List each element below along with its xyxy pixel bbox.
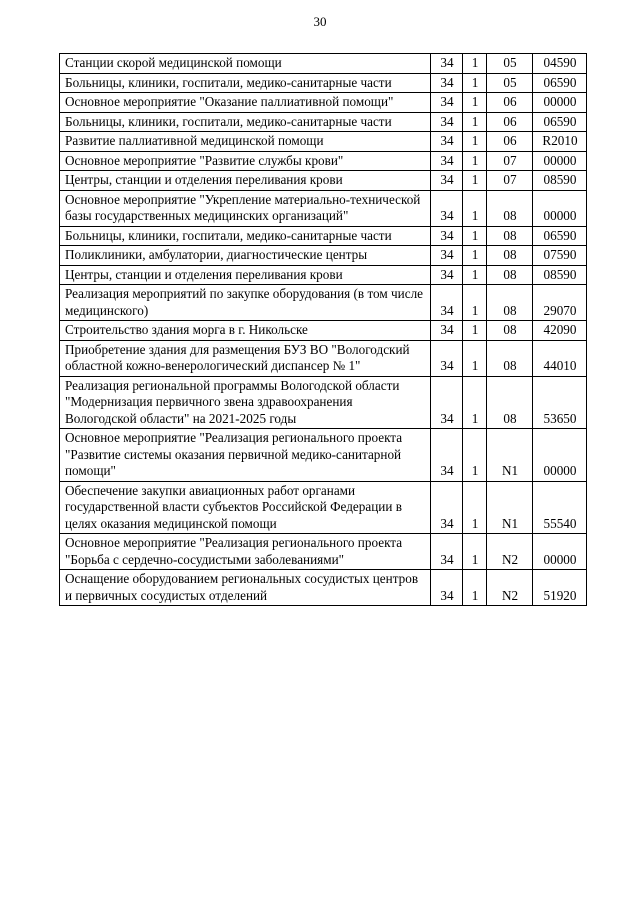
- subprogram-code-cell: 1: [463, 171, 487, 191]
- program-code-cell: 34: [431, 340, 463, 376]
- table-row: [60, 481, 587, 534]
- program-code-cell: 34: [431, 190, 463, 226]
- activity-code-cell: 08: [487, 190, 533, 226]
- program-code-cell: 34: [431, 265, 463, 285]
- table-row: [60, 429, 587, 482]
- direction-code-cell: 00000: [533, 534, 587, 570]
- table-row: [60, 171, 587, 191]
- activity-code-cell: 07: [487, 171, 533, 191]
- activity-code-cell: N1: [487, 481, 533, 534]
- activity-code-cell: 08: [487, 376, 533, 429]
- activity-code-cell: 08: [487, 321, 533, 341]
- program-code-cell: 34: [431, 534, 463, 570]
- table-row: [60, 93, 587, 113]
- program-code-cell: 34: [431, 112, 463, 132]
- direction-code-cell: 07590: [533, 246, 587, 266]
- subprogram-code-cell: 1: [463, 570, 487, 606]
- subprogram-code-cell: 1: [463, 340, 487, 376]
- expense-name-cell: Обеспечение закупки авиационных работ органами государственной власти субъектов Российской Федерации в целях оказания медицинской помощи: [60, 481, 431, 534]
- direction-code-cell: 00000: [533, 429, 587, 482]
- activity-code-cell: 06: [487, 93, 533, 113]
- activity-code-cell: N1: [487, 429, 533, 482]
- subprogram-code-cell: 1: [463, 112, 487, 132]
- table-row: [60, 265, 587, 285]
- program-code-cell: 34: [431, 429, 463, 482]
- program-code-cell: 34: [431, 171, 463, 191]
- expense-name-cell: Основное мероприятие "Развитие службы крови": [60, 151, 431, 171]
- budget-classification-table: [59, 53, 587, 606]
- expense-name-cell: Приобретение здания для размещения БУЗ ВО "Вологодский областной кожно-венерологический диспансер № 1": [60, 340, 431, 376]
- expense-name-cell: Поликлиники, амбулатории, диагностические центры: [60, 246, 431, 266]
- subprogram-code-cell: 1: [463, 190, 487, 226]
- table-row: [60, 132, 587, 152]
- table-row: [60, 570, 587, 606]
- expense-name-cell: Развитие паллиативной медицинской помощи: [60, 132, 431, 152]
- subprogram-code-cell: 1: [463, 429, 487, 482]
- table-row: [60, 151, 587, 171]
- table-body: [60, 54, 587, 606]
- subprogram-code-cell: 1: [463, 321, 487, 341]
- subprogram-code-cell: 1: [463, 481, 487, 534]
- direction-code-cell: 00000: [533, 190, 587, 226]
- direction-code-cell: 06590: [533, 112, 587, 132]
- program-code-cell: 34: [431, 376, 463, 429]
- program-code-cell: 34: [431, 73, 463, 93]
- subprogram-code-cell: 1: [463, 93, 487, 113]
- table-row: [60, 534, 587, 570]
- subprogram-code-cell: 1: [463, 226, 487, 246]
- activity-code-cell: 06: [487, 112, 533, 132]
- table-row: [60, 376, 587, 429]
- table-row: [60, 226, 587, 246]
- program-code-cell: 34: [431, 226, 463, 246]
- expense-name-cell: Реализация региональной программы Вологодской области "Модернизация первичного звена здравоохранения Вологодской области" на 2021-2025 годы: [60, 376, 431, 429]
- subprogram-code-cell: 1: [463, 376, 487, 429]
- expense-name-cell: Больницы, клиники, госпитали, медико-санитарные части: [60, 112, 431, 132]
- table-row: [60, 285, 587, 321]
- activity-code-cell: 06: [487, 132, 533, 152]
- activity-code-cell: N2: [487, 570, 533, 606]
- program-code-cell: 34: [431, 246, 463, 266]
- activity-code-cell: 05: [487, 73, 533, 93]
- expense-name-cell: Центры, станции и отделения переливания крови: [60, 265, 431, 285]
- subprogram-code-cell: 1: [463, 73, 487, 93]
- expense-name-cell: Оснащение оборудованием региональных сосудистых центров и первичных сосудистых отделений: [60, 570, 431, 606]
- expense-name-cell: Основное мероприятие "Укрепление материально-технической базы государственных медицинских организаций": [60, 190, 431, 226]
- expense-name-cell: Строительство здания морга в г. Никольске: [60, 321, 431, 341]
- activity-code-cell: 07: [487, 151, 533, 171]
- subprogram-code-cell: 1: [463, 534, 487, 570]
- program-code-cell: 34: [431, 285, 463, 321]
- subprogram-code-cell: 1: [463, 265, 487, 285]
- table-row: [60, 340, 587, 376]
- expense-name-cell: Основное мероприятие "Оказание паллиативной помощи": [60, 93, 431, 113]
- activity-code-cell: 08: [487, 340, 533, 376]
- expense-name-cell: Основное мероприятие "Реализация регионального проекта "Борьба с сердечно-сосудистыми заболеваниями": [60, 534, 431, 570]
- page-number: 30: [313, 14, 327, 29]
- direction-code-cell: 06590: [533, 73, 587, 93]
- subprogram-code-cell: 1: [463, 54, 487, 74]
- table-row: [60, 54, 587, 74]
- direction-code-cell: 00000: [533, 151, 587, 171]
- direction-code-cell: 00000: [533, 93, 587, 113]
- table-row: [60, 190, 587, 226]
- direction-code-cell: 08590: [533, 171, 587, 191]
- direction-code-cell: 42090: [533, 321, 587, 341]
- activity-code-cell: 05: [487, 54, 533, 74]
- subprogram-code-cell: 1: [463, 151, 487, 171]
- program-code-cell: 34: [431, 481, 463, 534]
- program-code-cell: 34: [431, 570, 463, 606]
- subprogram-code-cell: 1: [463, 246, 487, 266]
- activity-code-cell: 08: [487, 226, 533, 246]
- expense-name-cell: Больницы, клиники, госпитали, медико-санитарные части: [60, 73, 431, 93]
- table-row: [60, 246, 587, 266]
- activity-code-cell: 08: [487, 246, 533, 266]
- direction-code-cell: 55540: [533, 481, 587, 534]
- program-code-cell: 34: [431, 54, 463, 74]
- table-row: [60, 73, 587, 93]
- activity-code-cell: 08: [487, 265, 533, 285]
- direction-code-cell: 53650: [533, 376, 587, 429]
- program-code-cell: 34: [431, 132, 463, 152]
- program-code-cell: 34: [431, 321, 463, 341]
- direction-code-cell: 08590: [533, 265, 587, 285]
- direction-code-cell: R2010: [533, 132, 587, 152]
- expense-name-cell: Станции скорой медицинской помощи: [60, 54, 431, 74]
- expense-name-cell: Реализация мероприятий по закупке оборудования (в том числе медицинского): [60, 285, 431, 321]
- table-row: [60, 321, 587, 341]
- direction-code-cell: 06590: [533, 226, 587, 246]
- subprogram-code-cell: 1: [463, 285, 487, 321]
- expense-name-cell: Центры, станции и отделения переливания крови: [60, 171, 431, 191]
- activity-code-cell: N2: [487, 534, 533, 570]
- direction-code-cell: 44010: [533, 340, 587, 376]
- direction-code-cell: 51920: [533, 570, 587, 606]
- activity-code-cell: 08: [487, 285, 533, 321]
- table-row: [60, 112, 587, 132]
- expense-name-cell: Основное мероприятие "Реализация регионального проекта "Развитие системы оказания первичной медико-санитарной помощи": [60, 429, 431, 482]
- subprogram-code-cell: 1: [463, 132, 487, 152]
- program-code-cell: 34: [431, 93, 463, 113]
- direction-code-cell: 04590: [533, 54, 587, 74]
- direction-code-cell: 29070: [533, 285, 587, 321]
- expense-name-cell: Больницы, клиники, госпитали, медико-санитарные части: [60, 226, 431, 246]
- program-code-cell: 34: [431, 151, 463, 171]
